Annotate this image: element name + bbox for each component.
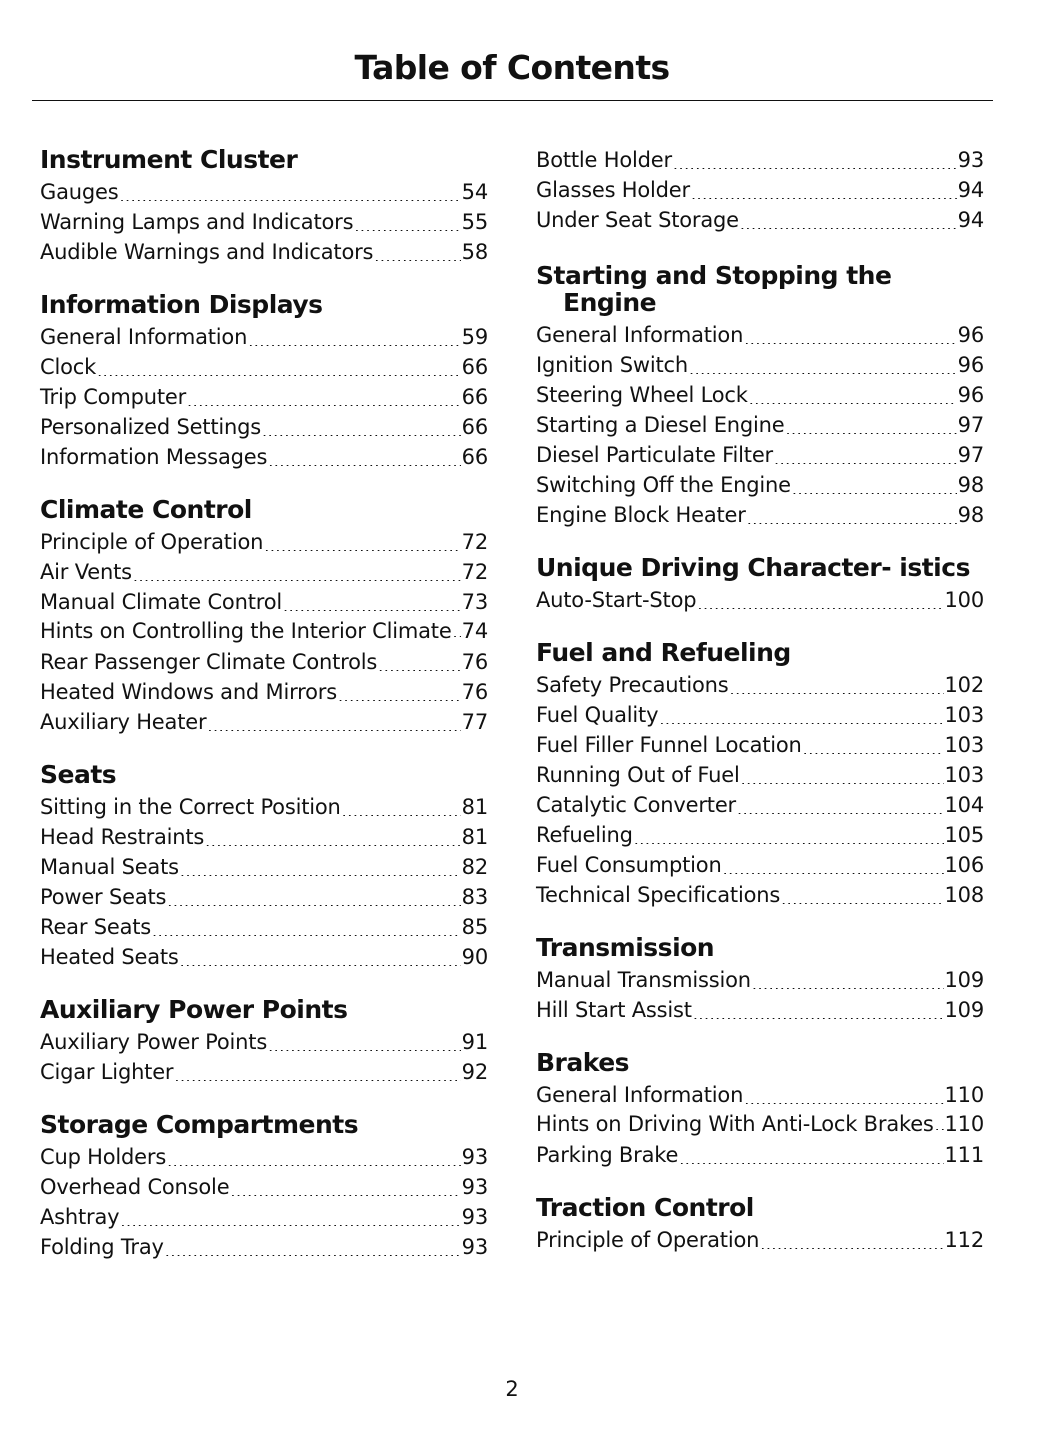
- toc-entry-page: 102: [944, 673, 984, 697]
- toc-entry-label: Hints on Driving With Anti-Lock Brakes: [536, 1112, 934, 1136]
- dot-leader: [248, 336, 460, 346]
- toc-section-auxiliary-power-points: [40, 996, 488, 1087]
- toc-section-continued: [536, 145, 984, 235]
- dot-leader: [723, 864, 944, 874]
- toc-entry[interactable]: [40, 792, 488, 822]
- dot-leader: [774, 454, 957, 464]
- toc-entry-label: Fuel Filler Funnel Location: [536, 733, 802, 757]
- toc-section-information-displays: [40, 291, 488, 472]
- toc-entry-label: Audible Warnings and Indicators: [40, 240, 374, 264]
- toc-section-traction-control: [536, 1194, 984, 1255]
- toc-entry[interactable]: [536, 820, 984, 850]
- toc-entry[interactable]: [536, 350, 984, 380]
- toc-entry-page: 94: [957, 208, 984, 232]
- dot-leader: [781, 894, 943, 904]
- toc-entry-label: Personalized Settings: [40, 415, 261, 439]
- toc-entry-label: Information Messages: [40, 445, 268, 469]
- toc-entry[interactable]: [536, 500, 984, 530]
- dot-leader: [691, 189, 957, 199]
- section-heading[interactable]: Starting and Stopping the Engine: [536, 261, 892, 317]
- toc-section-fuel-and-refueling: [536, 639, 984, 910]
- dot-leader: [120, 1216, 460, 1226]
- toc-entry[interactable]: [536, 205, 984, 235]
- toc-entry-page: 76: [461, 650, 488, 674]
- toc-entry[interactable]: [536, 175, 984, 205]
- dot-leader: [165, 1246, 461, 1256]
- toc-entry[interactable]: [40, 822, 488, 852]
- toc-entry-page: 76: [461, 680, 488, 704]
- toc-entry-page: 72: [461, 560, 488, 584]
- dot-leader: [741, 774, 944, 784]
- toc-entry[interactable]: [40, 942, 488, 972]
- toc-entry-page: 82: [461, 855, 488, 879]
- toc-entry-label: Safety Precautions: [536, 673, 729, 697]
- toc-entry[interactable]: [40, 617, 488, 647]
- dot-leader: [760, 1239, 943, 1249]
- toc-entry-page: 66: [461, 415, 488, 439]
- toc-entry-label: Auto-Start-Stop: [536, 588, 697, 612]
- dot-leader: [187, 396, 461, 406]
- dot-leader: [792, 484, 957, 494]
- section-heading[interactable]: Brakes: [536, 1048, 630, 1077]
- toc-entry-page: 94: [957, 178, 984, 202]
- toc-entry-label: Manual Climate Control: [40, 590, 282, 614]
- dot-leader: [167, 1156, 461, 1166]
- toc-entry-label: Auxiliary Heater: [40, 710, 207, 734]
- section-heading[interactable]: Information Displays: [40, 290, 323, 319]
- dot-leader: [679, 1154, 943, 1164]
- toc-entry-label: Cup Holders: [40, 1145, 167, 1169]
- toc-entry-label: Parking Brake: [536, 1143, 679, 1167]
- toc-entry-page: 96: [957, 323, 984, 347]
- toc-entry[interactable]: [40, 382, 488, 412]
- toc-entry[interactable]: [536, 1110, 984, 1140]
- title-divider: [32, 100, 993, 101]
- dot-leader: [338, 691, 461, 701]
- toc-entry[interactable]: [536, 850, 984, 880]
- toc-entry-page: 92: [461, 1060, 488, 1084]
- toc-entry-page: 58: [461, 240, 488, 264]
- toc-entry-page: 74: [461, 619, 488, 643]
- toc-entry-label: Principle of Operation: [536, 1228, 760, 1252]
- toc-section-transmission: [536, 934, 984, 1025]
- toc-entry-page: 103: [944, 733, 984, 757]
- toc-entry-page: 72: [461, 530, 488, 554]
- toc-section-climate-control: [40, 496, 488, 737]
- toc-entry[interactable]: [40, 677, 488, 707]
- toc-entry-page: 81: [461, 795, 488, 819]
- section-heading[interactable]: Transmission: [536, 933, 715, 962]
- toc-entry-label: Trip Computer: [40, 385, 187, 409]
- dot-leader: [747, 514, 957, 524]
- toc-entry-page: 93: [461, 1205, 488, 1229]
- toc-entry[interactable]: [40, 177, 488, 207]
- toc-entry-label: Catalytic Converter: [536, 793, 736, 817]
- dot-leader: [354, 221, 460, 231]
- toc-entry-label: Manual Transmission: [536, 968, 751, 992]
- toc-entry[interactable]: [536, 880, 984, 910]
- dot-leader: [152, 926, 461, 936]
- toc-entry-label: Diesel Particulate Filter: [536, 443, 773, 467]
- toc-entry-page: 93: [461, 1175, 488, 1199]
- toc-entry[interactable]: [536, 1225, 984, 1255]
- section-heading[interactable]: Storage Compartments: [40, 1110, 359, 1139]
- toc-entry[interactable]: [536, 1140, 984, 1170]
- toc-entry[interactable]: [536, 410, 984, 440]
- toc-entry[interactable]: [40, 912, 488, 942]
- dot-leader: [659, 714, 943, 724]
- toc-entry-label: General Information: [536, 323, 744, 347]
- toc-entry[interactable]: [536, 145, 984, 175]
- toc-entry-page: 81: [461, 825, 488, 849]
- toc-entry-page: 83: [461, 885, 488, 909]
- toc-entry-label: Steering Wheel Lock: [536, 383, 748, 407]
- toc-entry-label: Starting a Diesel Engine: [536, 413, 785, 437]
- toc-entry[interactable]: [536, 585, 984, 615]
- toc-entry-label: Heated Seats: [40, 945, 179, 969]
- dot-leader: [180, 956, 461, 966]
- toc-entry-label: General Information: [536, 1083, 744, 1107]
- toc-entry-page: 59: [461, 325, 488, 349]
- toc-entry[interactable]: [40, 527, 488, 557]
- toc-section-starting-and-stopping-the-engine: [536, 262, 984, 530]
- toc-entry[interactable]: [40, 352, 488, 382]
- dot-leader: [264, 541, 460, 551]
- toc-entry-label: Switching Off the Engine: [536, 473, 791, 497]
- dot-leader: [749, 394, 957, 404]
- dot-leader: [342, 806, 461, 816]
- dot-leader: [167, 896, 460, 906]
- toc-entry-label: Hints on Controlling the Interior Climate: [40, 619, 452, 643]
- toc-section-storage-compartments: [40, 1111, 488, 1262]
- toc-entry-label: Head Restraints: [40, 825, 205, 849]
- page-number: 2: [505, 1377, 519, 1401]
- toc-entry[interactable]: [40, 557, 488, 587]
- toc-entry-label: Manual Seats: [40, 855, 179, 879]
- toc-entry-label: Gauges: [40, 180, 119, 204]
- toc-entry-label: Refueling: [536, 823, 633, 847]
- toc-entry-page: 85: [461, 915, 488, 939]
- toc-entry-label: Folding Tray: [40, 1235, 164, 1259]
- toc-entry-page: 111: [944, 1143, 984, 1167]
- toc-entry-page: 104: [944, 793, 984, 817]
- dot-leader: [697, 599, 943, 609]
- toc-entry[interactable]: [40, 442, 488, 472]
- toc-entry-label: Fuel Consumption: [536, 853, 722, 877]
- toc-entry-label: Warning Lamps and Indicators: [40, 210, 354, 234]
- dot-leader: [744, 334, 956, 344]
- toc-entry[interactable]: [536, 470, 984, 500]
- toc-entry-page: 54: [461, 180, 488, 204]
- toc-entry-label: Power Seats: [40, 885, 167, 909]
- toc-entry[interactable]: [536, 700, 984, 730]
- toc-entry-label: Fuel Quality: [536, 703, 659, 727]
- toc-entry-label: Clock: [40, 355, 97, 379]
- toc-entry-page: 66: [461, 385, 488, 409]
- toc-entry-label: Principle of Operation: [40, 530, 264, 554]
- dot-leader: [673, 159, 957, 169]
- toc-entry-page: 93: [461, 1145, 488, 1169]
- dot-leader: [737, 804, 944, 814]
- dot-leader: [730, 684, 944, 694]
- page-title: Table of Contents: [354, 48, 670, 87]
- toc-entry[interactable]: [40, 1057, 488, 1087]
- dot-leader: [752, 979, 944, 989]
- toc-entry-page: 109: [944, 998, 984, 1022]
- section-heading[interactable]: Unique Driving Character- istics: [536, 553, 970, 582]
- toc-entry[interactable]: [536, 440, 984, 470]
- toc-entry-label: Cigar Lighter: [40, 1060, 174, 1084]
- toc-entry-label: Ignition Switch: [536, 353, 688, 377]
- toc-entry-page: 55: [461, 210, 488, 234]
- dot-leader: [207, 721, 460, 731]
- toc-entry-page: 100: [944, 588, 984, 612]
- toc-entry[interactable]: [40, 322, 488, 352]
- toc-entry-page: 108: [944, 883, 984, 907]
- toc-entry[interactable]: [536, 965, 984, 995]
- toc-entry[interactable]: [536, 1080, 984, 1110]
- dot-leader: [803, 744, 944, 754]
- toc-entry-page: 90: [461, 945, 488, 969]
- section-heading[interactable]: Fuel and Refueling: [536, 638, 791, 667]
- toc-entry[interactable]: [536, 320, 984, 350]
- toc-entry-label: Glasses Holder: [536, 178, 690, 202]
- toc-entry[interactable]: [536, 790, 984, 820]
- dot-leader: [689, 364, 957, 374]
- toc-entry-label: Technical Specifications: [536, 883, 781, 907]
- dot-leader: [174, 1071, 460, 1081]
- dot-leader: [119, 191, 460, 201]
- section-heading[interactable]: Instrument Cluster: [40, 145, 298, 174]
- dot-leader: [378, 661, 461, 671]
- toc-entry[interactable]: [536, 380, 984, 410]
- toc-entry-page: 97: [957, 443, 984, 467]
- toc-section-instrument-cluster: [40, 146, 488, 267]
- toc-entry-label: Under Seat Storage: [536, 208, 739, 232]
- dot-leader: [740, 219, 957, 229]
- toc-right-column: [536, 145, 984, 1279]
- dot-leader: [268, 456, 460, 466]
- toc-entry[interactable]: [40, 1172, 488, 1202]
- toc-entry-label: Heated Windows and Mirrors: [40, 680, 337, 704]
- toc-entry-label: Hill Start Assist: [536, 998, 692, 1022]
- dot-leader: [230, 1186, 460, 1196]
- toc-entry-label: Rear Passenger Climate Controls: [40, 650, 378, 674]
- toc-entry-page: 98: [957, 473, 984, 497]
- toc-entry-label: Engine Block Heater: [536, 503, 746, 527]
- dot-leader: [634, 834, 944, 844]
- dot-leader: [180, 866, 461, 876]
- toc-entry-label: Rear Seats: [40, 915, 152, 939]
- dot-leader: [693, 1009, 944, 1019]
- toc-entry[interactable]: [40, 707, 488, 737]
- toc-entry-page: 110: [944, 1112, 984, 1136]
- toc-entry[interactable]: [40, 207, 488, 237]
- toc-section-brakes: [536, 1049, 984, 1170]
- toc-entry[interactable]: [536, 760, 984, 790]
- toc-entry-page: 73: [461, 590, 488, 614]
- dot-leader: [374, 251, 460, 261]
- toc-entry-label: Bottle Holder: [536, 148, 672, 172]
- toc-entry-page: 110: [944, 1083, 984, 1107]
- toc-entry-label: Overhead Console: [40, 1175, 230, 1199]
- toc-entry-page: 93: [461, 1235, 488, 1259]
- dot-leader: [283, 601, 461, 611]
- toc-entry-page: 98: [957, 503, 984, 527]
- toc-entry-page: 103: [944, 703, 984, 727]
- toc-entry[interactable]: [40, 1232, 488, 1262]
- toc-entry-label: Ashtray: [40, 1205, 120, 1229]
- toc-entry-page: 93: [957, 148, 984, 172]
- toc-section-seats: [40, 761, 488, 972]
- dot-leader: [268, 1041, 461, 1051]
- section-heading[interactable]: Seats: [40, 760, 117, 789]
- toc-entry[interactable]: [40, 1202, 488, 1232]
- toc-entry[interactable]: [40, 1142, 488, 1172]
- toc-entry-page: 97: [957, 413, 984, 437]
- toc-entry-page: 112: [944, 1228, 984, 1252]
- toc-entry[interactable]: [40, 647, 488, 677]
- toc-entry-page: 66: [461, 355, 488, 379]
- dot-leader: [785, 424, 956, 434]
- toc-entry[interactable]: [536, 995, 984, 1025]
- toc-entry-page: 106: [944, 853, 984, 877]
- dot-leader: [133, 571, 461, 581]
- toc-entry-label: Running Out of Fuel: [536, 763, 740, 787]
- toc-entry[interactable]: [40, 852, 488, 882]
- dot-leader: [744, 1094, 943, 1104]
- toc-entry-page: 109: [944, 968, 984, 992]
- toc-entry-page: 96: [957, 353, 984, 377]
- dot-leader: [205, 836, 461, 846]
- toc-entry[interactable]: [536, 730, 984, 760]
- toc-entry-label: Sitting in the Correct Position: [40, 795, 341, 819]
- toc-left-column: [40, 146, 488, 1286]
- toc-entry[interactable]: [40, 587, 488, 617]
- dot-leader: [262, 426, 461, 436]
- toc-entry-label: Auxiliary Power Points: [40, 1030, 268, 1054]
- toc-entry-page: 96: [957, 383, 984, 407]
- toc-entry-label: Air Vents: [40, 560, 132, 584]
- dot-leader: [453, 627, 461, 637]
- section-heading[interactable]: Auxiliary Power Points: [40, 995, 348, 1024]
- toc-entry[interactable]: [40, 1027, 488, 1057]
- toc-section-unique-driving-character-istics: [536, 554, 984, 615]
- toc-entry[interactable]: [536, 670, 984, 700]
- toc-entry-page: 103: [944, 763, 984, 787]
- section-heading[interactable]: Climate Control: [40, 495, 252, 524]
- toc-entry[interactable]: [40, 237, 488, 267]
- toc-entry-page: 91: [461, 1030, 488, 1054]
- toc-entry-page: 77: [461, 710, 488, 734]
- dot-leader: [935, 1120, 944, 1130]
- toc-entry[interactable]: [40, 882, 488, 912]
- section-heading[interactable]: Traction Control: [536, 1193, 754, 1222]
- toc-entry-label: General Information: [40, 325, 248, 349]
- toc-entry-page: 105: [944, 823, 984, 847]
- toc-entry[interactable]: [40, 412, 488, 442]
- dot-leader: [97, 366, 461, 376]
- toc-entry-page: 66: [461, 445, 488, 469]
